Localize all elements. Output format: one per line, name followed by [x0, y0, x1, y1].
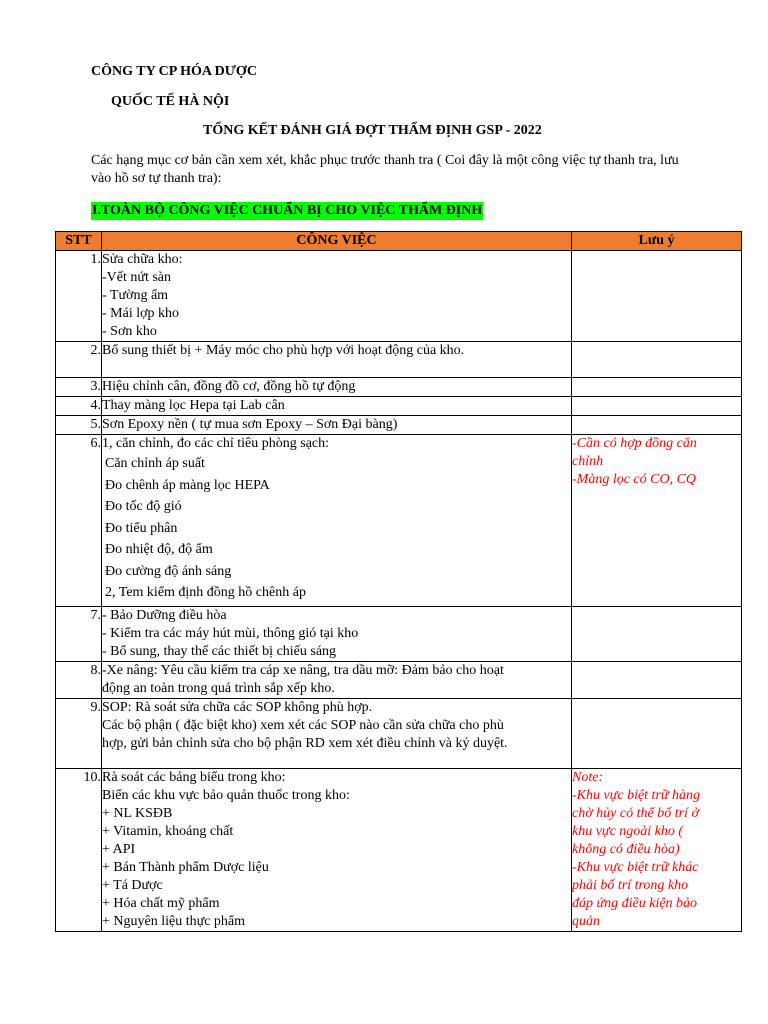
row-number: 9.	[56, 699, 102, 769]
row-number: 4.	[56, 397, 102, 416]
table-row	[56, 378, 742, 397]
table-row	[56, 607, 742, 662]
work-line: - Bổ sung, thay thế các thiết bị chiếu sáng	[102, 644, 337, 659]
work-line: Biển các khu vực bảo quản thuốc trong kho:	[102, 788, 350, 803]
work-line: Đo tiểu phân	[105, 520, 178, 536]
work-line: Căn chỉnh áp suất	[105, 456, 205, 471]
work-line: SOP: Rà soát sửa chữa các SOP không phù hợp.	[102, 700, 373, 715]
row-note-cell	[572, 378, 742, 397]
header-note: Lưu ý	[572, 232, 742, 251]
work-line: -Vết nứt sàn	[102, 270, 172, 285]
work-line: - Bảo Dưỡng điều hòa	[102, 608, 227, 623]
company-name-line2: QUỐC TẾ HÀ NỘI	[111, 94, 230, 109]
row-number: 8.	[56, 662, 102, 699]
work-line: + Bán Thành phẩm Dược liệu	[102, 860, 269, 875]
table-row	[56, 251, 742, 342]
row-note-cell	[572, 662, 742, 699]
work-line: + Nguyên liệu thực phẩm	[102, 914, 246, 929]
note-line: -Cần có hợp đồng căn	[572, 436, 697, 451]
table-row	[56, 342, 742, 378]
work-line: + API	[102, 842, 136, 857]
row-work-cell	[102, 662, 572, 699]
note-line: phải bố trí trong kho	[572, 878, 689, 893]
work-line: hợp, gửi bản chỉnh sửa cho bộ phận RD xem xét điều chỉnh và ký duyệt.	[102, 736, 508, 751]
work-line: - Sơn kho	[102, 324, 157, 339]
work-line: 1, căn chỉnh, đo các chỉ tiêu phòng sạch:	[102, 436, 330, 451]
note-line: -Khu vực biệt trữ hàng	[572, 788, 701, 803]
table-row	[56, 769, 742, 932]
work-line: Đo tốc độ gió	[105, 499, 182, 514]
work-line: Rà soát các bảng biểu trong kho:	[102, 770, 286, 785]
work-line: Đo nhiệt độ, độ ẩm	[105, 542, 213, 557]
work-line: Đo chênh áp màng lọc HEPA	[105, 477, 270, 493]
row-work-cell	[102, 607, 572, 662]
row-number: 3.	[56, 378, 102, 397]
work-line: - Tường ẩm	[102, 288, 169, 303]
row-number: 1.	[56, 251, 102, 342]
table-row	[56, 397, 742, 416]
note-line: chỉnh	[572, 454, 604, 469]
row-work-cell	[102, 416, 572, 435]
intro-paragraph: Các hạng mục cơ bản cần xem xét, khắc phục trước thanh tra ( Coi đây là một công việc tự thanh tra, lưu vào hồ sơ tự thanh tra):	[91, 153, 679, 186]
tasks-table	[55, 231, 742, 932]
work-line: động an toàn trong quá trình sắp xếp kho.	[102, 681, 335, 696]
row-number: 7.	[56, 607, 102, 662]
table-row	[56, 699, 742, 769]
note-line: -Khu vực biệt trữ khác	[572, 860, 699, 875]
row-note-cell	[572, 699, 742, 769]
row-number: 5.	[56, 416, 102, 435]
row-number: 10.	[56, 769, 102, 932]
table-row	[56, 416, 742, 435]
work-line: - Mái lợp kho	[102, 306, 180, 321]
row-work-cell	[102, 342, 572, 378]
work-line: + Hóa chất mỹ phẩm	[102, 896, 220, 911]
row-note-cell	[572, 342, 742, 378]
header-stt: STT	[56, 232, 102, 251]
row-note-cell	[572, 607, 742, 662]
company-name-line1: CÔNG TY CP HÓA DƯỢC	[91, 64, 257, 79]
work-line: + Tá Dược	[102, 878, 163, 893]
row-work-cell	[102, 435, 572, 607]
row-work-cell	[102, 251, 572, 342]
work-line: Sơn Epoxy nền ( tự mua sơn Epoxy – Sơn Đại bàng)	[102, 417, 398, 432]
note-line: không có điều hòa)	[572, 842, 680, 857]
row-note-cell	[572, 769, 742, 932]
row-note-cell	[572, 251, 742, 342]
row-work-cell	[102, 699, 572, 769]
table-row	[56, 662, 742, 699]
table-header-row	[56, 232, 742, 251]
row-work-cell	[102, 378, 572, 397]
row-number: 6.	[56, 435, 102, 607]
header-work: CÔNG VIỆC	[102, 232, 572, 251]
row-note-cell	[572, 397, 742, 416]
work-line: -Xe nâng: Yêu cầu kiểm tra cáp xe nâng, tra dầu mỡ: Đảm bảo cho hoạt	[102, 663, 504, 678]
work-line: + Vitamin, khoáng chất	[102, 824, 234, 839]
work-line: 2, Tem kiểm định đồng hồ chênh áp	[105, 585, 306, 600]
work-line: - Kiểm tra các máy hút mùi, thông gió tại kho	[102, 626, 359, 641]
document-title: TỔNG KẾT ĐÁNH GIÁ ĐỢT THẨM ĐỊNH GSP - 2022	[203, 123, 542, 138]
row-note-cell	[572, 416, 742, 435]
row-work-cell	[102, 397, 572, 416]
work-line: + NL KSĐB	[102, 806, 173, 821]
note-line: khu vực ngoài kho (	[572, 824, 684, 839]
note-line: chờ hủy có thể bố trí ở	[572, 806, 699, 821]
note-line: đáp ứng điều kiện bảo	[572, 896, 698, 911]
row-number: 2.	[56, 342, 102, 378]
work-line: Bổ sung thiết bị + Máy móc cho phù hợp với hoạt động của kho.	[102, 343, 465, 358]
table-row	[56, 435, 742, 607]
work-line: Thay màng lọc Hepa tại Lab cân	[102, 398, 285, 413]
section-heading: I.TOÀN BỘ CÔNG VIỆC CHUẨN BỊ CHO VIỆC THẨM ĐỊNH	[92, 203, 483, 218]
note-line: Note:	[572, 770, 604, 785]
work-line: Sửa chữa kho:	[102, 252, 183, 267]
row-note-cell	[572, 435, 742, 607]
work-line: Đo cường độ ánh sáng	[105, 563, 232, 579]
note-line: quản	[572, 914, 600, 929]
row-work-cell	[102, 769, 572, 932]
work-line: Các bộ phận ( đặc biệt kho) xem xét các SOP nào cần sửa chữa cho phù	[102, 718, 504, 733]
note-line: -Màng lọc có CO, CQ	[572, 472, 697, 487]
work-line: Hiệu chỉnh cân, đồng đồ cơ, đồng hồ tự động	[102, 379, 356, 394]
